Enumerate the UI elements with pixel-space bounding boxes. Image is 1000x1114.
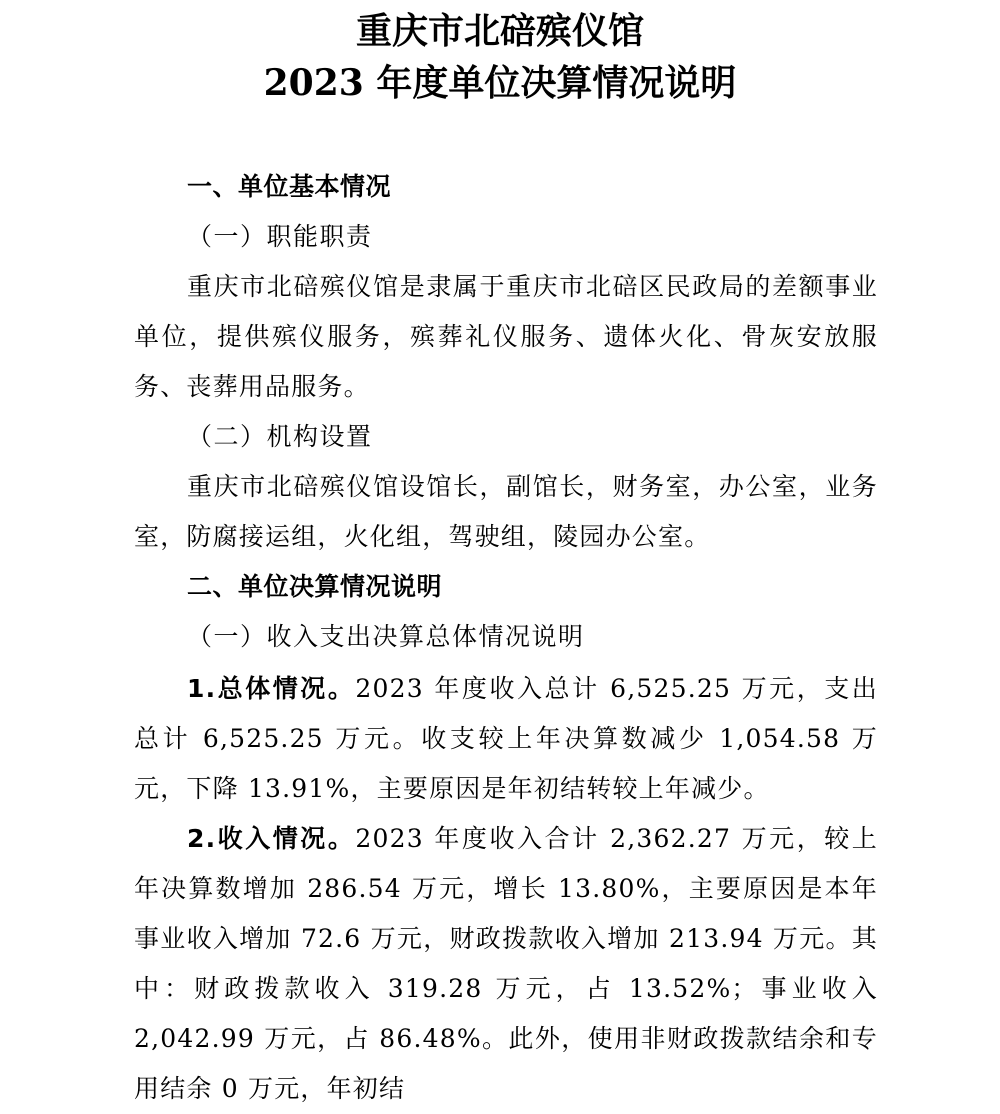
subsection-heading-organization: （二）机构设置: [187, 422, 373, 451]
paragraph-overall-text: 2023 年度收入总计 6,525.25 万元，支出总计 6,525.25 万元。收支较上年决算数减少 1,054.58 万元，下降 13.91%，主要原因是年初结转较上年减少。: [134, 674, 879, 803]
section-heading-basic-info: 一、单位基本情况: [187, 172, 392, 201]
paragraph-income-text: 2023 年度收入合计 2,362.27 万元，较上年决算数增加 286.54 万元，增长 13.80%，主要原因是本年事业收入增加 72.6 万元，财政拨款收入增加 213.94 万元。其中：财政拨款收入 319.28 万元，占 13.52%；事业收入 2,042.99 万元，占 86.48%。此外，使用非财政拨款结余和专用结余 0 万元，年初结: [134, 824, 879, 1103]
section-heading-final-accounts: 二、单位决算情况说明: [187, 572, 443, 601]
document-subtitle: 2023 年度单位决算情况说明: [263, 62, 737, 104]
paragraph-overall: [134, 664, 878, 814]
paragraph-organization: [134, 462, 878, 562]
paragraph-income-lead: 2.收入情况。: [187, 824, 356, 853]
paragraph-functions-text: 重庆市北碚殡仪馆是隶属于重庆市北碚区民政局的差额事业单位，提供殡仪服务，殡葬礼仪服务、遗体火化、骨灰安放服务、丧葬用品服务。: [134, 272, 878, 401]
paragraph-organization-text: 重庆市北碚殡仪馆设馆长，副馆长，财务室，办公室，业务室，防腐接运组，火化组，驾驶组，陵园办公室。: [134, 472, 878, 551]
subsection-heading-functions: （一）职能职责: [187, 222, 373, 251]
document-title: 重庆市北碚殡仪馆: [355, 10, 644, 52]
paragraph-functions: [134, 262, 878, 412]
subsection-heading-income-expenditure: （一）收入支出决算总体情况说明: [187, 622, 585, 651]
paragraph-income: [134, 814, 878, 1114]
paragraph-overall-lead: 1.总体情况。: [187, 674, 356, 703]
